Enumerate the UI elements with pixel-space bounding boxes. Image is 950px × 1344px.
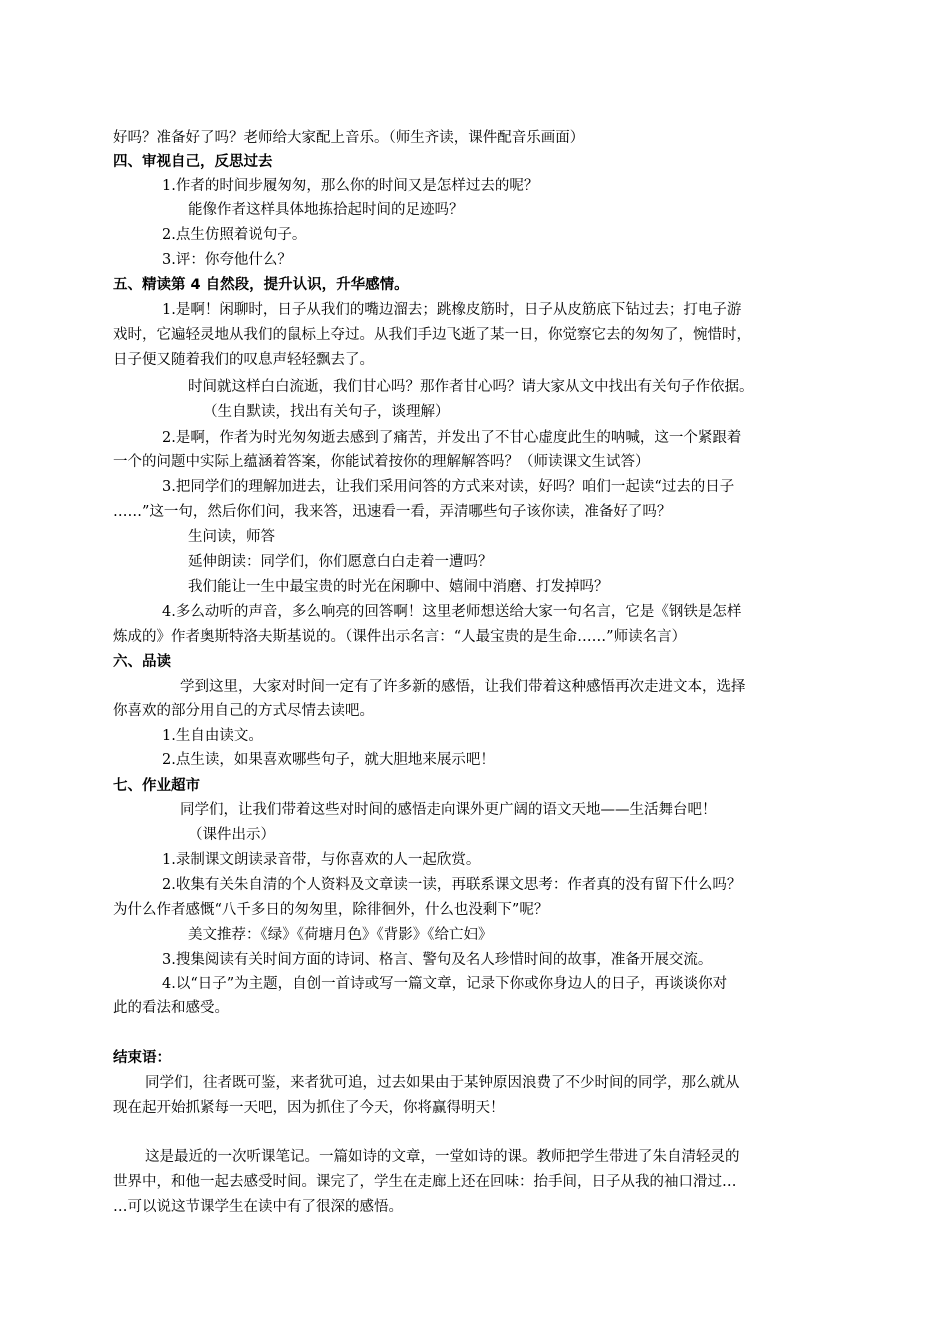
list-item: 1.作者的时间步履匆匆，那么你的时间又是怎样过去的呢？ bbox=[162, 178, 539, 194]
list-item: 4.以“日子”为主题，自创一首诗或写一篇文章，记录下你或你身边人的日子，再谈谈你对 bbox=[162, 976, 728, 992]
paragraph-line: 同学们，往者既可鉴，来者犹可追，过去如果由于某钟原因浪费了不少时间的同学，那么就从 bbox=[145, 1075, 740, 1091]
paragraph-line: 好吗？准备好了吗？老师给大家配上音乐。（师生齐读，课件配音乐画面） bbox=[113, 130, 585, 146]
paragraph-line: 世界中，和他一起去感受时间。课完了，学生在走廊上还在回味：抬手间，日子从我的袖口滑过… bbox=[113, 1174, 737, 1190]
paragraph-line: 日子便又随着我们的叹息声轻轻飘去了。 bbox=[113, 352, 374, 368]
list-item: 2.是啊，作者为时光匆匆逝去感到了痛苦，并发出了不甘心虚度此生的呐喊，这一个紧跟着 bbox=[162, 430, 742, 446]
paragraph-line: 一个的问题中实际上蕴涵着答案，你能试着按你的理解解答吗？（师读课文生试答） bbox=[113, 454, 650, 470]
list-item: 1.录制课文朗读录音带，与你喜欢的人一起欣赏。 bbox=[162, 852, 481, 868]
paragraph-line: 同学们，让我们带着这些对时间的感悟走向课外更广阔的语文天地——生活舞台吧！ bbox=[180, 802, 717, 818]
paragraph-line: ……”这一句，然后你们问，我来答，迅速看一看，弄清哪些句子该你读，准备好了吗？ bbox=[113, 504, 672, 520]
list-item: 3.把同学们的理解加进去，让我们采用问答的方式来对读，好吗？咱们一起读“过去的日子 bbox=[162, 479, 735, 495]
section-heading-4: 四、审视自己，反思过去 bbox=[113, 154, 273, 170]
list-item: 3.搜集阅读有关时间方面的诗词、格言、警句及名人珍惜时间的故事，准备开展交流。 bbox=[162, 952, 713, 968]
paragraph-line: 这是最近的一次听课笔记。一篇如诗的文章，一堂如诗的课。教师把学生带进了朱自清轻灵的 bbox=[145, 1149, 740, 1165]
paragraph-line: 美文推荐：《绿》《荷塘月色》《背影》《给亡妇》 bbox=[188, 927, 493, 943]
paragraph-line: 生问读，师答 bbox=[188, 529, 275, 545]
section-heading-6: 六、品读 bbox=[113, 654, 171, 670]
list-item: 1.生自由读文。 bbox=[162, 728, 263, 744]
section-heading-5: 五、精读第 4 自然段，提升认识，升华感情。 bbox=[113, 277, 409, 293]
paragraph-line: 你喜欢的部分用自己的方式尽情去读吧。 bbox=[113, 703, 374, 719]
paragraph-line: 现在起开始抓紧每一天吧，因为抓住了今天，你将赢得明天！ bbox=[113, 1100, 505, 1116]
paragraph-line: …可以说这节课学生在读中有了很深的感悟。 bbox=[113, 1199, 403, 1215]
paragraph-line: 此的看法和感受。 bbox=[113, 1000, 229, 1016]
paragraph-line: 炼成的》作者奥斯特洛夫斯基说的。（课件出示名言：“人最宝贵的是生命……”师读名言） bbox=[113, 629, 687, 645]
section-heading-7: 七、作业超市 bbox=[113, 778, 200, 794]
list-item: 2.点生仿照着说句子。 bbox=[162, 227, 307, 243]
list-item: 1.是啊！闲聊时，日子从我们的嘴边溜去；跳橡皮筋时，日子从皮筋底下钻过去；打电子游 bbox=[162, 302, 742, 318]
paragraph-line: 为什么作者感慨“八千多日的匆匆里，除徘徊外，什么也没剩下”呢？ bbox=[113, 902, 549, 918]
paragraph-line: （课件出示） bbox=[188, 827, 275, 843]
paragraph-line: （生自默读，找出有关句子，谈理解） bbox=[203, 404, 450, 420]
paragraph-line: 能像作者这样具体地拣拾起时间的足迹吗？ bbox=[188, 202, 464, 218]
list-item: 2.收集有关朱自清的个人资料及文章读一读，再联系课文思考：作者真的没有留下什么吗？ bbox=[162, 877, 742, 893]
paragraph-line: 时间就这样白白流逝，我们甘心吗？那作者甘心吗？请大家从文中找出有关句子作依据。 bbox=[188, 379, 754, 395]
paragraph-line: 戏时，它遍轻灵地从我们的鼠标上夺过。从我们手边飞逝了某一日，你觉察它去的匆匆了，惋惜时， bbox=[113, 327, 751, 343]
paragraph-line: 学到这里，大家对时间一定有了许多新的感悟，让我们带着这种感悟再次走进文本，选择 bbox=[180, 679, 746, 695]
list-item: 3.评：你夸他什么？ bbox=[162, 252, 292, 268]
paragraph-line: 我们能让一生中最宝贵的时光在闲聊中、嬉闹中消磨、打发掉吗？ bbox=[188, 579, 609, 595]
list-item: 4.多么动听的声音，多么响亮的回答啊！这里老师想送给大家一句名言，它是《钢铁是怎样 bbox=[162, 604, 742, 620]
list-item: 2.点生读，如果喜欢哪些句子，就大胆地来展示吧！ bbox=[162, 752, 495, 768]
closing-heading: 结束语： bbox=[113, 1050, 171, 1066]
paragraph-line: 延伸朗读：同学们，你们愿意白白走着一遭吗？ bbox=[188, 554, 493, 570]
